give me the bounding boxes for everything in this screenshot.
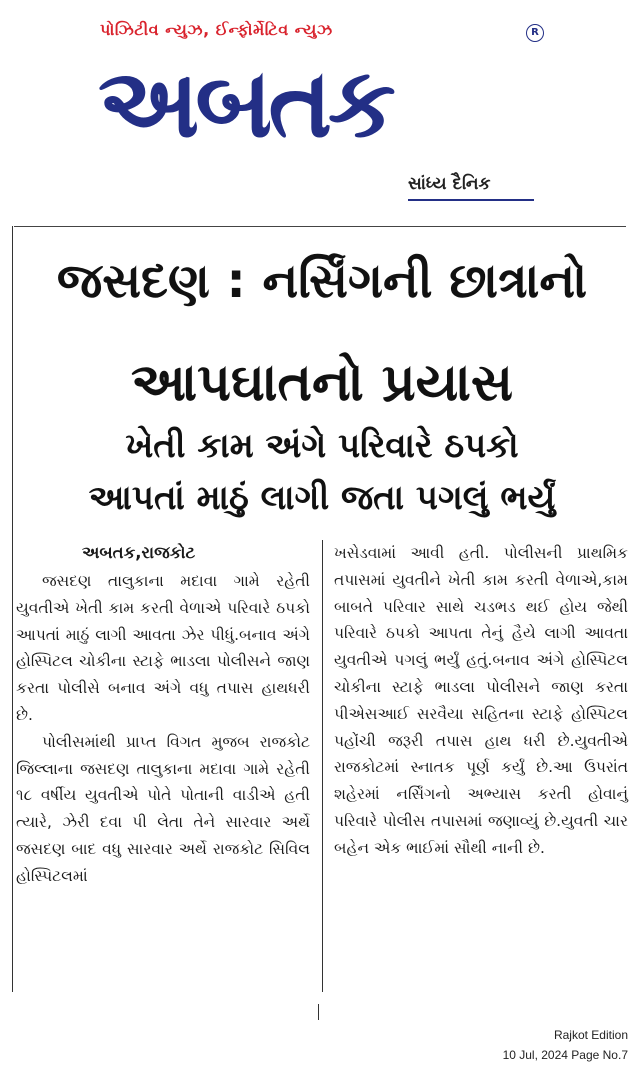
article-column-2 bbox=[334, 540, 628, 862]
masthead-tagline: પોઝિટીવ ન્યુઝ, ઈન્ફોર્મેટિવ ન્યુઝ bbox=[100, 20, 333, 39]
subheadline-line-1: ખેતી કામ અંગે પરિવારે ઠપકો bbox=[125, 426, 519, 466]
subtitle-underline bbox=[408, 199, 534, 201]
page-center-mark bbox=[318, 1004, 319, 1020]
subheadline-line-2: આપતાં માઠું લાગી જતા પગલું ભર્યું bbox=[88, 478, 556, 518]
masthead bbox=[0, 0, 638, 210]
registered-mark-icon: R bbox=[526, 24, 544, 42]
article-column-1 bbox=[16, 538, 310, 890]
page-info: 10 Jul, 2024 Page No.7 bbox=[502, 1048, 628, 1062]
dateline: અબતક,રાજકોટ bbox=[82, 543, 196, 562]
article-left-rule bbox=[12, 226, 13, 992]
masthead-subtitle: સાંધ્ય દૈનિક bbox=[408, 174, 491, 194]
newspaper-logo: અબતક bbox=[98, 47, 392, 159]
article-paragraph: જસદણ તાલુકાના મદાવા ગામે રહેતી યુવતીએ ખેતી કામ કરતી વેળાએ પરિવારે ઠપકો આપતાં માઠું લાગી આવતા ઝેર પીધું.બનાવ અંગે હોસ્પિટલ ચોકીના સ્ટાફે ભાડલા પોલીસને જાણ કરતા પોલીસે બનાવ અંગે વધુ તપાસ હાથધરી છે. bbox=[16, 572, 310, 724]
article-top-rule bbox=[14, 226, 626, 227]
column-divider bbox=[322, 540, 323, 992]
article-paragraph: પોલીસમાંથી પ્રાપ્ત વિગત મુજબ રાજકોટ જિલ્લાના જસદણ તાલુકાના મદાવા ગામે રહેતી ૧૮ વર્ષીય યુવતીએ પોતે પોતાની વાડીએ હતી ત્યારે, ઝેરી દવા પી લેતા તેને સારવાર અર્થે જસદણ બાદ વધુ સારવાર અર્થે રાજકોટ સિવિલ હોસ્પિટલમાં bbox=[16, 732, 310, 885]
article-paragraph: ખસેડવામાં આવી હતી. પોલીસની પ્રાથમિક તપાસમાં યુવતીને ખેતી કામ કરતી વેળાએ,કામ બાબતે પરિવાર સાથે ચડભડ થઈ હોય જેથી પરિવારે ઠપકો આપતા તેનું હૈયે લાગી આવતા યુવતીએ પગલું ભર્યું હતું.બનાવ અંગે હોસ્પિટલ ચોકીના સ્ટાફે ભાડલા પોલીસને જાણ કરતા પીએસઆઈ સરવૈયા સહિતના સ્ટાફે હોસ્પિટલ પહોંચી જરૂરી તપાસ હાથ ધરી છે.યુવતીએ રાજકોટમાં સ્નાતક પૂર્ણ કર્યું છે.આ ઉપરાંત શહેરમાં નર્સિંગનો અભ્યાસ કરતી હોવાનું પરિવારે પોલીસ તપાસમાં જણાવ્યું છે.યુવતી ચાર બહેન એક ભાઈમાં સૌથી નાની છે. bbox=[334, 544, 628, 857]
headline-line-2: આપઘાતનો પ્રયાસ bbox=[130, 353, 514, 413]
headline-line-1: જસદણ : નર્સિંગની છાત્રાનો bbox=[56, 253, 588, 309]
edition-label: Rajkot Edition bbox=[553, 1028, 628, 1042]
